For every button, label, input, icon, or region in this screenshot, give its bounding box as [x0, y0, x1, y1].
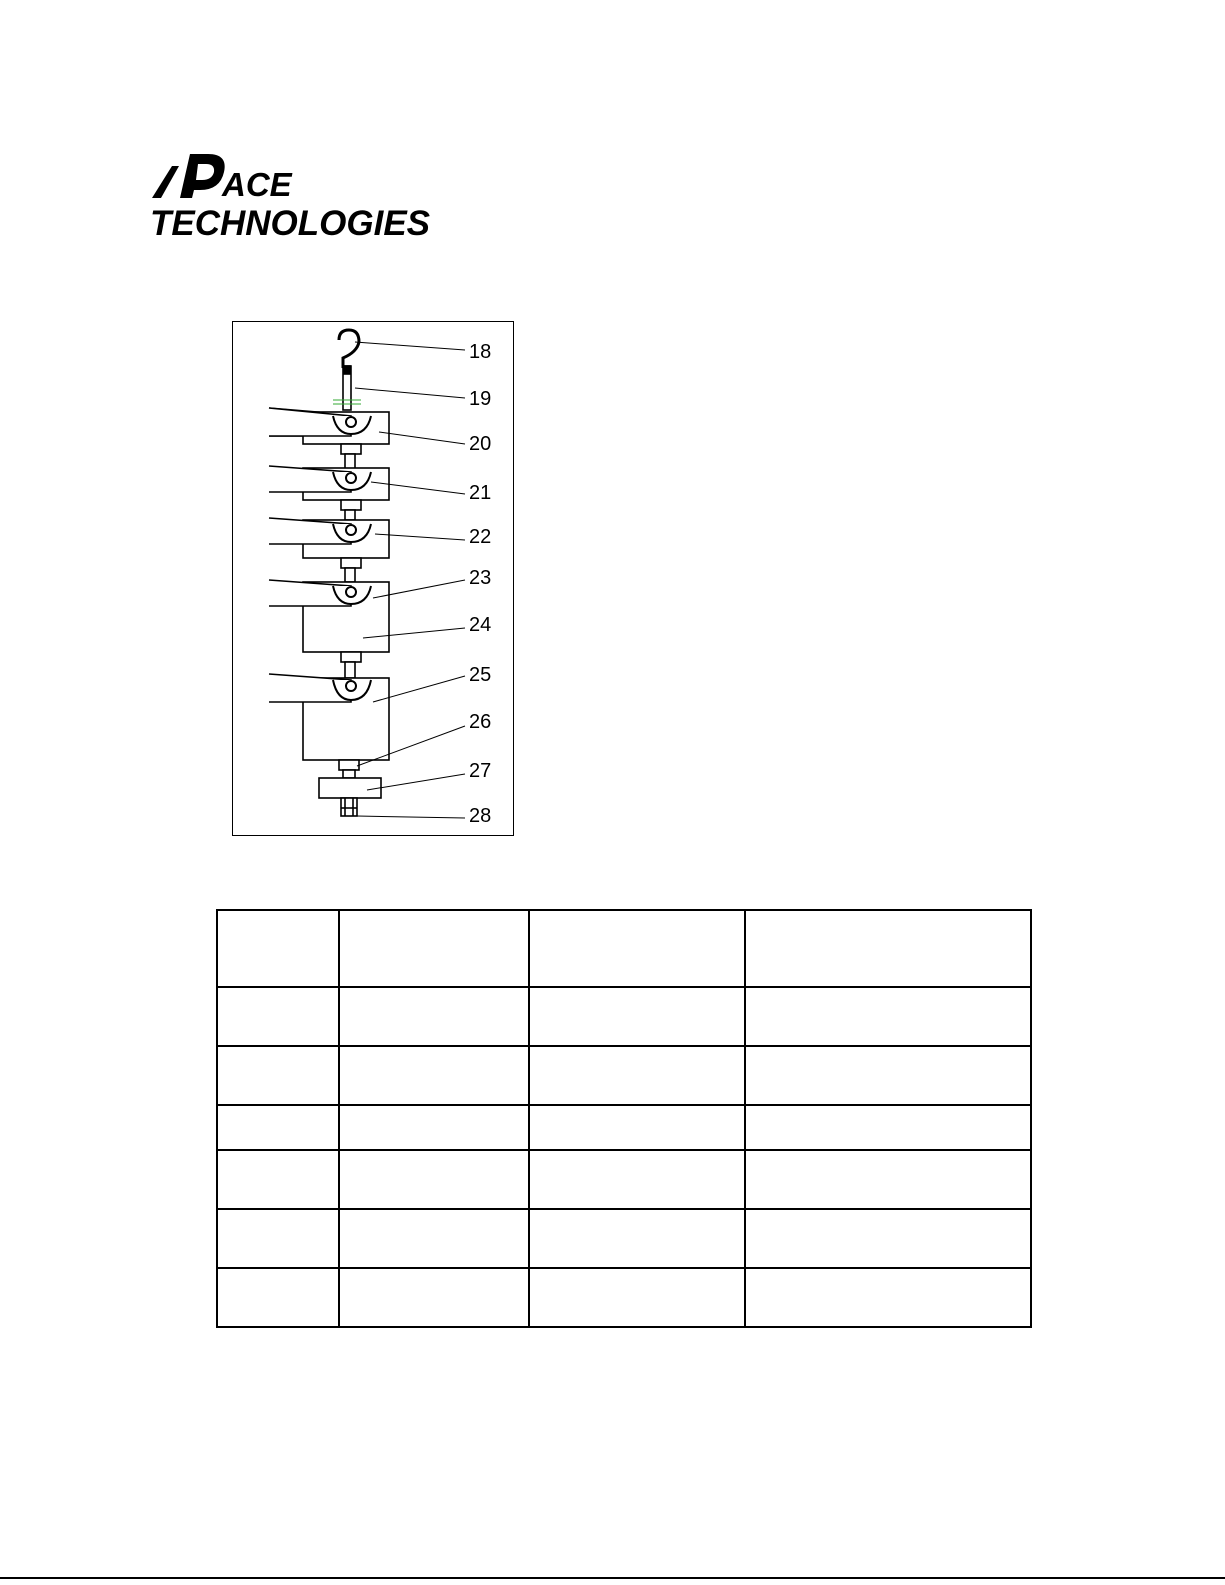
table-cell — [217, 987, 339, 1046]
table-cell — [529, 1046, 745, 1105]
callout-24: 24 — [469, 614, 492, 636]
callout-28: 28 — [469, 805, 492, 827]
table-row — [217, 1150, 1031, 1209]
table-row — [217, 1268, 1031, 1327]
table-cell — [529, 1105, 745, 1150]
callout-23: 23 — [469, 567, 492, 589]
table-cell — [339, 1150, 529, 1209]
table-cell — [339, 1105, 529, 1150]
table-cell — [339, 1268, 529, 1327]
table-row — [217, 1209, 1031, 1268]
table-cell — [217, 1268, 339, 1327]
company-logo — [150, 150, 460, 242]
table-cell — [217, 1209, 339, 1268]
logo-text-ace: ACE — [222, 166, 292, 203]
table-cell — [217, 910, 339, 987]
table-cell — [339, 910, 529, 987]
callout-25: 25 — [469, 664, 492, 686]
table-cell — [745, 987, 1031, 1046]
callout-21: 21 — [469, 482, 492, 504]
table-cell — [529, 1209, 745, 1268]
table-cell — [745, 1268, 1031, 1327]
table-cell — [745, 1209, 1031, 1268]
callout-27: 27 — [469, 760, 492, 782]
callout-20: 20 — [469, 433, 492, 455]
table-row — [217, 1046, 1031, 1105]
table-cell — [745, 1150, 1031, 1209]
table-cell — [745, 1105, 1031, 1150]
table-row — [217, 910, 1031, 987]
table-cell — [217, 1046, 339, 1105]
table-cell — [529, 1268, 745, 1327]
callout-26: 26 — [469, 711, 492, 733]
logo-text-technologies: TECHNOLOGIES — [150, 204, 431, 243]
table-cell — [529, 987, 745, 1046]
table-row — [217, 1105, 1031, 1150]
table-cell — [745, 910, 1031, 987]
table-cell — [339, 1209, 529, 1268]
table-cell — [745, 1046, 1031, 1105]
table-cell — [217, 1150, 339, 1209]
table-cell — [217, 1105, 339, 1150]
parts-diagram — [232, 321, 514, 836]
table-cell — [339, 1046, 529, 1105]
table-cell — [339, 987, 529, 1046]
callout-18: 18 — [469, 341, 492, 363]
table-cell — [529, 1150, 745, 1209]
callout-22: 22 — [469, 526, 492, 548]
parts-table — [216, 909, 1032, 1328]
table-row — [217, 987, 1031, 1046]
table-cell — [529, 910, 745, 987]
footer-rule — [0, 1577, 1225, 1579]
callout-19: 19 — [469, 388, 492, 410]
